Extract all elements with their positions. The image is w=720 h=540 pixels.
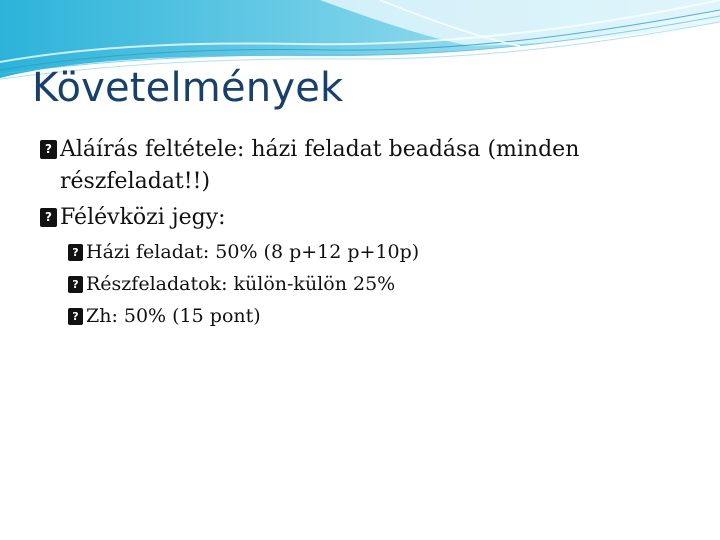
missing-glyph-icon <box>68 276 83 293</box>
missing-glyph-icon <box>40 140 57 159</box>
list-item-text: Részfeladatok: külön-külön 25% <box>86 273 396 295</box>
missing-glyph-icon <box>68 308 83 325</box>
list-item <box>40 134 700 198</box>
list-item-text: Zh: 50% (15 pont) <box>86 305 261 327</box>
list-item-text: Aláírás feltétele: házi feladat beadása (minden részfeladat!!) <box>60 137 580 194</box>
slide-title: Követelmények <box>32 65 344 111</box>
list-item-text: Félévközi jegy: <box>60 205 226 230</box>
list-item <box>40 302 700 330</box>
list-item <box>40 270 700 298</box>
list-item <box>40 202 700 234</box>
list-item-text: Házi feladat: 50% (8 p+12 p+10p) <box>86 241 420 263</box>
missing-glyph-icon <box>40 208 57 227</box>
missing-glyph-icon <box>68 244 83 261</box>
bullet-list <box>40 134 700 334</box>
list-item <box>40 238 700 266</box>
